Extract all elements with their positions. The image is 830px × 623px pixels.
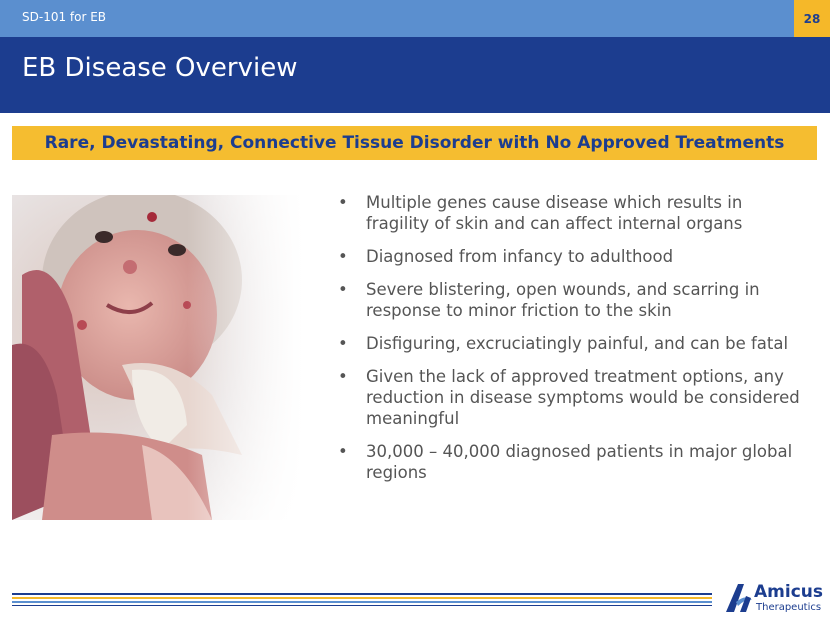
bullet-item [336,279,806,321]
headline-banner [12,126,817,160]
patient-photo-illustration [12,195,304,520]
footer-rule-blue [12,601,712,603]
headline-text: Rare, Devastating, Connective Tissue Disorder with No Approved Treatments [44,133,785,153]
bullet-list [336,192,806,495]
bullet-marker: • [338,193,348,212]
bullet-marker: • [338,247,348,266]
top-bar [0,0,830,37]
bullet-item [336,441,806,483]
footer-rule-thin [12,605,712,606]
bullet-text: Disfiguring, excruciatingly painful, and can be fatal [366,334,789,353]
footer-rule-yellow [12,597,712,599]
footer-rules [12,593,712,609]
amicus-logo-icon [724,580,754,614]
slide-title: EB Disease Overview [22,53,298,83]
page-number: 28 [794,0,830,37]
bullet-item [336,192,806,234]
bullet-marker: • [338,334,348,353]
bullet-text: Given the lack of approved treatment options, any reduction in disease symptoms would be considered meaningful [366,367,800,428]
bullet-text: Diagnosed from infancy to adulthood [366,247,674,266]
bullet-marker: • [338,442,348,461]
deck-label: SD-101 for EB [22,10,107,24]
amicus-logo [724,580,824,616]
bullet-text: 30,000 – 40,000 diagnosed patients in major global regions [366,442,793,482]
logo-wordmark: Amicus [754,582,823,602]
bullet-marker: • [338,367,348,386]
footer-rule-navy [12,593,712,595]
bullet-item [336,246,806,267]
title-bar [0,37,830,113]
bullet-item [336,366,806,429]
bullet-marker: • [338,280,348,299]
bullet-item [336,333,806,354]
bullet-text: Severe blistering, open wounds, and scarring in response to minor friction to the skin [366,280,760,320]
bullet-text: Multiple genes cause disease which results in fragility of skin and can affect internal organs [366,193,743,233]
logo-subtitle: Therapeutics [756,602,822,613]
patient-photo [12,195,304,520]
